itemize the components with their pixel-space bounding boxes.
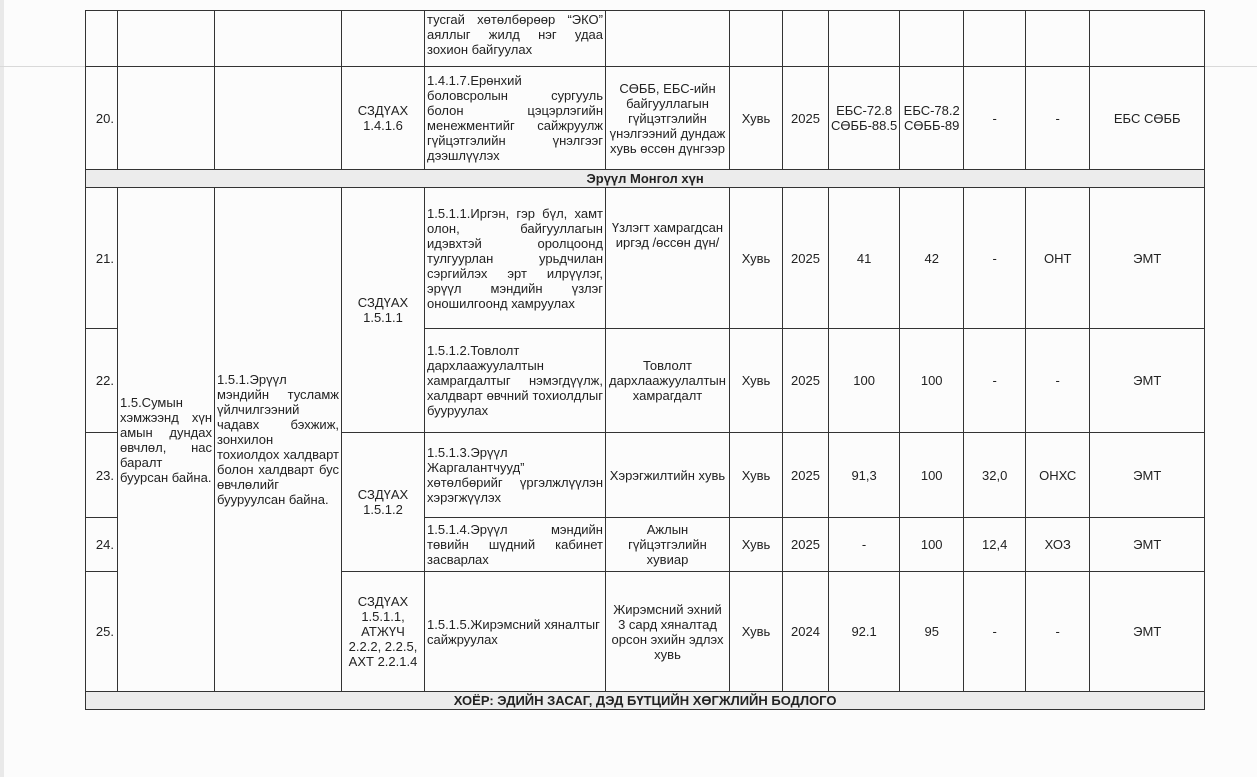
target-cell: 100	[900, 433, 964, 518]
unit-cell: Хувь	[730, 572, 783, 692]
responsible-cell: ЭМТ	[1090, 433, 1205, 518]
year-cell: 2025	[783, 329, 829, 433]
source-cell: ХОЗ	[1026, 518, 1090, 572]
indicator-cell: СӨББ, ЕБС-ийн байгууллагын гүйцэтгэлийн үнэлгээний дундаж хувь өссөн дүнгээр	[606, 67, 730, 170]
source-cell: ОНТ	[1026, 188, 1090, 329]
activity-cell: 1.5.1.5.Жирэмсний хяналтыг сайжруулах	[425, 572, 606, 692]
activity-cell: 1.5.1.4.Эрүүл мэндийн төвийн шүдний кабинет засварлах	[425, 518, 606, 572]
source-cell: -	[1026, 329, 1090, 433]
activity-cell: тусгай хөтөлбөрөөр “ЭКО” аяллыг жилд нэг удаа зохион байгуулах	[425, 11, 606, 67]
activity-cell: 1.4.1.7.Ерөнхий боловсролын сургууль болон цэцэрлэгийн менежментийг сайжруулж гүйцэтгэлийн үнэлгээг дээшлүүлэх	[425, 67, 606, 170]
source-cell: -	[1026, 572, 1090, 692]
target-cell: 42	[900, 188, 964, 329]
goal-cell: 1.5.Сумын хэмжээнд хүн амын дундах өвчлөл, нас баралт буурсан байна.	[118, 188, 215, 692]
row-number: 22.	[86, 329, 118, 433]
budget-cell: -	[964, 572, 1026, 692]
policy-table	[85, 10, 1205, 710]
baseline-cell: 100	[829, 329, 900, 433]
unit-cell: Хувь	[730, 329, 783, 433]
reference-cell: СЗДҮАХ 1.4.1.6	[342, 67, 425, 170]
section-title: ХОЁР: ЭДИЙН ЗАСАГ, ДЭД БҮТЦИЙН ХӨГЖЛИЙН БОДЛОГО	[86, 692, 1205, 710]
target-cell: 95	[900, 572, 964, 692]
year-cell: 2025	[783, 518, 829, 572]
objective-cell: 1.5.1.Эрүүл мэндийн тусламж үйлчилгээний чадавх бэхжиж, зонхилон тохиолдох халдварт болон халдварт бус өвчлөлийг бууруулсан байна.	[215, 188, 342, 692]
indicator-cell: Үзлэгт хамрагдсан иргэд /өссөн дүн/	[606, 188, 730, 329]
activity-cell: 1.5.1.3.Эрүүл Жаргалантчууд” хөтөлбөрийг үргэлжлүүлэн хэрэгжүүлэх	[425, 433, 606, 518]
target-cell: 100	[900, 329, 964, 433]
baseline-cell: 91,3	[829, 433, 900, 518]
unit-cell: Хувь	[730, 518, 783, 572]
budget-cell: 12,4	[964, 518, 1026, 572]
table-row	[86, 67, 1205, 170]
row-number: 25.	[86, 572, 118, 692]
indicator-cell: Жирэмсний эхний 3 сард хяналтад орсон эхийн эдлэх хувь	[606, 572, 730, 692]
indicator-cell: Ажлын гүйцэтгэлийн хувиар	[606, 518, 730, 572]
scan-edge	[0, 0, 4, 777]
section-heading-row	[86, 692, 1205, 710]
section-title: Эрүүл Монгол хүн	[86, 170, 1205, 188]
baseline-cell: 92.1	[829, 572, 900, 692]
reference-cell: СЗДҮАХ 1.5.1.2	[342, 433, 425, 572]
indicator-cell: Товлолт дархлаажуулалтын хамрагдалт	[606, 329, 730, 433]
row-number: 23.	[86, 433, 118, 518]
baseline-cell: -	[829, 518, 900, 572]
responsible-cell: ЭМТ	[1090, 518, 1205, 572]
baseline-cell: ЕБС-72.8 СӨББ-88.5	[829, 67, 900, 170]
target-cell: 100	[900, 518, 964, 572]
year-cell: 2024	[783, 572, 829, 692]
section-heading-row	[86, 170, 1205, 188]
indicator-cell: Хэрэгжилтийн хувь	[606, 433, 730, 518]
budget-cell: 32,0	[964, 433, 1026, 518]
row-number	[86, 11, 118, 67]
year-cell: 2025	[783, 188, 829, 329]
budget-cell: -	[964, 188, 1026, 329]
source-cell: -	[1026, 67, 1090, 170]
source-cell: ОНХС	[1026, 433, 1090, 518]
row-number: 21.	[86, 188, 118, 329]
row-number: 24.	[86, 518, 118, 572]
responsible-cell: ЕБС СӨББ	[1090, 67, 1205, 170]
table-row	[86, 11, 1205, 67]
responsible-cell: ЭМТ	[1090, 188, 1205, 329]
year-cell: 2025	[783, 433, 829, 518]
budget-cell: -	[964, 329, 1026, 433]
row-number: 20.	[86, 67, 118, 170]
unit-cell: Хувь	[730, 188, 783, 329]
table-row	[86, 188, 1205, 329]
unit-cell: Хувь	[730, 433, 783, 518]
target-cell: ЕБС-78.2 СӨББ-89	[900, 67, 964, 170]
activity-cell: 1.5.1.2.Товлолт дархлаажуулалтын хамрагдалтыг нэмэгдүүлж, халдварт өвчний тохиолдлыг бууруулах	[425, 329, 606, 433]
activity-cell: 1.5.1.1.Иргэн, гэр бүл, хамт олон, байгууллагын идэвхтэй оролцоонд тулгуурлан урьдчилан сэргийлэх эрт илрүүлэг, эрүүл мэндийн үзлэг оношилгоонд хамруулах	[425, 188, 606, 329]
reference-cell: СЗДҮАХ 1.5.1.1	[342, 188, 425, 433]
budget-cell: -	[964, 67, 1026, 170]
reference-cell: СЗДҮАХ 1.5.1.1, АТЖҮЧ 2.2.2, 2.2.5, АХТ 2.2.1.4	[342, 572, 425, 692]
responsible-cell: ЭМТ	[1090, 329, 1205, 433]
responsible-cell: ЭМТ	[1090, 572, 1205, 692]
year-cell: 2025	[783, 67, 829, 170]
unit-cell: Хувь	[730, 67, 783, 170]
baseline-cell: 41	[829, 188, 900, 329]
